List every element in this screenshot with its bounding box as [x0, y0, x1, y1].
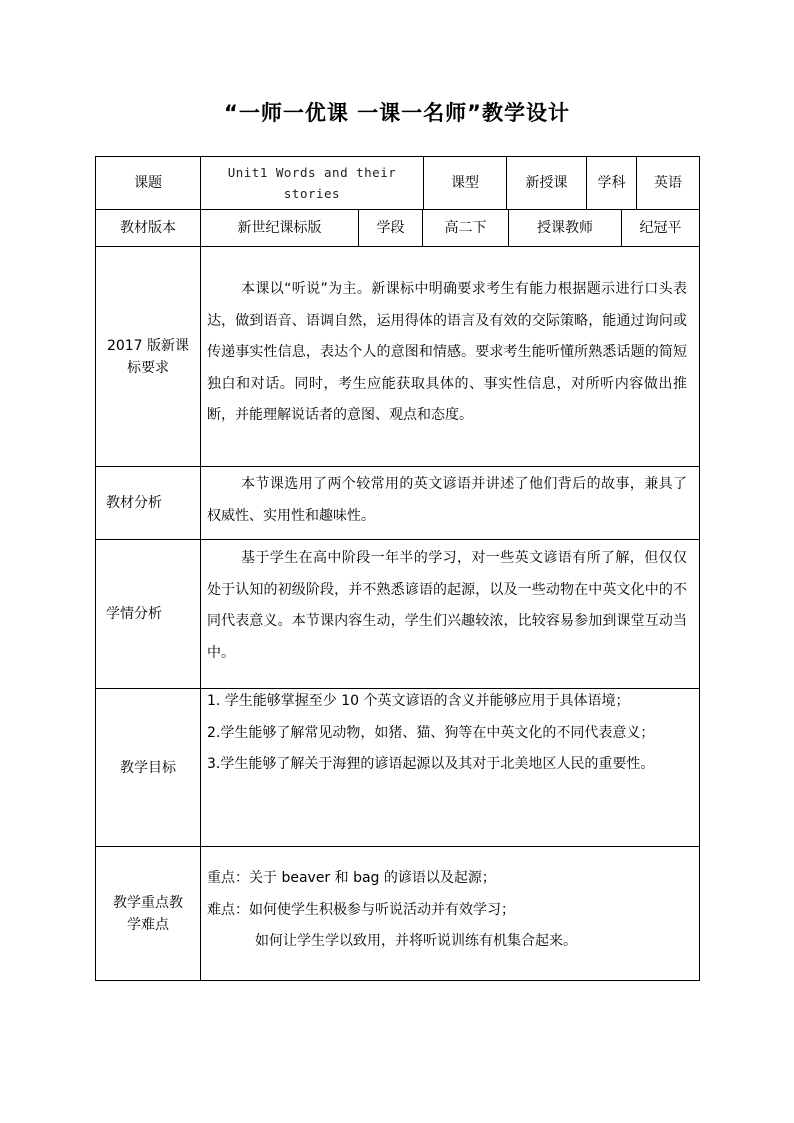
standards-text: 本课以“听说”为主。新课标中明确要求考生有能力根据题示进行口头表达，做到语音、语调自然，运用得体的语言及有效的交际策略，能通过询问或传递事实性信息，表达个人的意图和情感。要求考生能听懂所熟悉话题的简短独白和对话。同时，考生应能获取具体的、事实性信息，对所听内容做出推断，并能理解说话者的意图、观点和态度。: [207, 281, 687, 423]
label-material: 教材分析: [106, 495, 162, 511]
table-border-right: [699, 156, 700, 981]
goal-item: 2.学生能够了解常见动物，如猪、猫、狗等在中英文化的不同代表意义；: [207, 724, 655, 741]
subject-value: 英语: [654, 175, 682, 191]
goal-item: 3.学生能够了解关于海狸的谚语起源以及其对于北美地区人民的重要性。: [207, 756, 655, 772]
type-value: 新授课: [525, 175, 568, 191]
label-type: 课型: [451, 175, 479, 191]
label-stage: 学段: [376, 220, 405, 236]
label-keypoints: 教学重点教学难点: [113, 894, 183, 933]
topic-value: Unit1 Words and their stories: [227, 165, 397, 201]
focus-text: 重点：关于 beaver 和 bag 的谚语以及起源；: [207, 870, 496, 886]
keypoints-text: [207, 863, 687, 958]
goals-list: [207, 686, 687, 781]
column-divider: [200, 156, 201, 981]
label-teacher: 授课教师: [537, 220, 593, 236]
goal-item: 1. 学生能够掌握至少 10 个英文谚语的含义并能够应用于具体语境；: [207, 693, 630, 709]
material-text: 本节课选用了两个较常用的英文谚语并讲述了他们背后的故事，兼具了权威性、实用性和趣味性。: [207, 476, 687, 524]
label-topic: 课题: [134, 175, 162, 191]
teacher-value: 纪冠平: [639, 220, 682, 236]
document-title: “一师一优课 一课一名师”教学设计: [224, 101, 570, 125]
lesson-plan-table: [95, 156, 700, 981]
difficulty-text: 难点：如何使学生积极参与听说活动并有效学习；: [207, 901, 515, 918]
label-standards: 2017 版新课标要求: [106, 337, 190, 376]
stage-value: 高二下: [444, 220, 487, 236]
students-text: 基于学生在高中阶段一年半的学习，对一些英文谚语有所了解，但仅仅处于认知的初级阶段，并不熟悉谚语的起源，以及一些动物在中英文化中的不同代表意义。本节课内容生动，学生们兴趣较浓，比较容易参加到课堂互动当中。: [207, 550, 687, 661]
difficulty-text-2: 如何让学生学以致用，并将听说训练有机集合起来。: [255, 933, 577, 949]
label-edition: 教材版本: [120, 220, 176, 236]
edition-value: 新世纪课标版: [237, 220, 322, 236]
label-goals: 教学目标: [120, 759, 176, 776]
table-border-bottom: [95, 980, 700, 981]
label-students: 学情分析: [106, 606, 162, 622]
label-subject: 学科: [597, 175, 626, 191]
